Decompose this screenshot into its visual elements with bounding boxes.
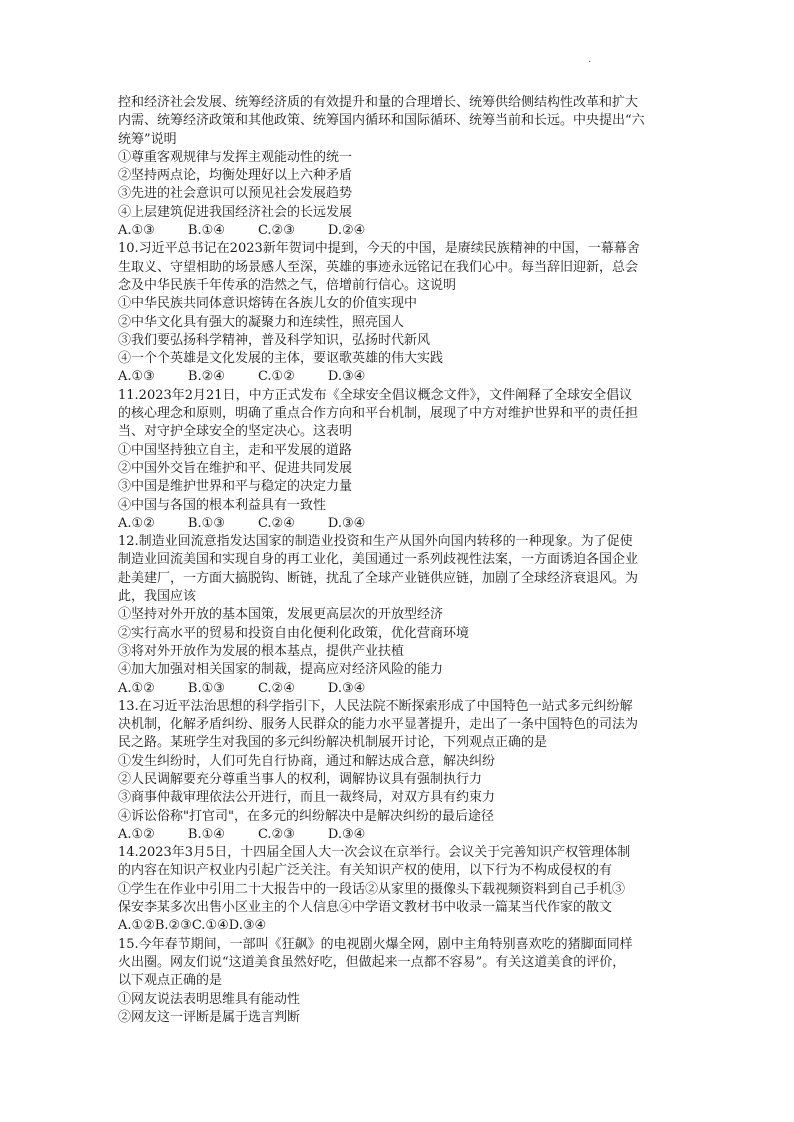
text-line: ①尊重客观规律与发挥主观能动性的统一 [118,149,353,165]
text-line: ④加大加强对相关国家的制裁，提高应对经济风险的能力 [118,662,444,678]
text-line: 10.习近平总书记在2023新年贺词中提到，今天的中国，是赓续民族精神的中国，一幕幕舍 [118,241,640,257]
text-line: 生取义、守望相助的场景感人至深，英雄的事迹永远铭记在我们心中。每当辞旧迎新，总会 [118,259,639,275]
text-line: ③将对外开放作为发展的根本基点，提供产业扶植 [118,643,405,659]
text-line: 以下观点正确的是 [118,973,223,989]
text-line: ④一个个英雄是文化发展的主体，要讴歌英雄的伟大实践 [118,351,444,367]
text-line: ①发生纠纷时，人们可先自行协商，通过和解达成合意，解决纠纷 [118,753,496,769]
text-line: ②实行高水平的贸易和投资自由化便利化政策，优化营商环境 [118,625,470,641]
text-line: 当、对守护全球安全的坚定决心。这表明 [118,424,353,440]
text-line: 念及中华民族千年传承的浩然之气，倍增前行信心。这说明 [118,277,457,293]
text-line: ②人民调解要充分尊重当事人的权利，调解协议具有强制执行力 [118,771,483,787]
text-line: ①中华民族共同体意识熔铸在各族儿女的价值实现中 [118,296,418,312]
text-line: ③中国是维护世界和平与稳定的决定力量 [118,479,353,495]
text-line: A.①②B.②③C.①④D.③④ [118,918,267,934]
text-line: 11.2023年2月21日，中方正式发布《全球安全倡议概念文件》，文件阐释了全球安全倡议 [118,387,633,403]
text-line: 内需、统筹经济政策和其他政策、统筹国内循环和国际循环、统筹当前和长远。中央提出“六 [118,113,645,129]
document-body [118,94,688,1027]
text-line: 火出圈。网友们说“这道美食虽然好吃，但做起来一点都不容易”。有关这道美食的评价， [118,954,626,970]
text-line: 制造业回流美国和实现自身的再工业化，美国通过一系列歧视性法案，一方面诱迫各国企业 [118,552,639,568]
text-line: ①坚持对外开放的基本国策，发展更高层次的开放型经济 [118,607,444,623]
text-line: 统筹”说明 [118,131,177,147]
text-line: 此，我国应该 [118,589,197,605]
text-line: 13.在习近平法治思想的科学指引下，人民法院不断探索形成了中国特色一站式多元纠纷解 [118,698,633,714]
text-line: 赴美建厂，一方面大搞脱钩、断链，扰乱了全球产业链供应链，加剧了全球经济衰退风。为 [118,570,639,586]
text-line: ②中国外交旨在维护和平、促进共同发展 [118,460,353,476]
text-line: 的内容在知识产权业内引起广泛关注。有关知识产权的使用，以下行为不构成侵权的有 [118,863,613,879]
text-line: ④上层建筑促进我国经济社会的长远发展 [118,204,353,220]
page-mark: . [588,54,592,65]
text-line: ④中国与各国的根本利益具有一致性 [118,497,327,513]
text-line: 决机制，化解矛盾纠纷、服务人民群众的能力水平显著提升，走出了一条中国特色的司法为 [118,717,639,733]
text-line: ②坚持两点论，均衡处理好以上六种矛盾 [118,168,353,184]
text-line: ③商事仲裁审理依法公开进行，而且一裁终局，对双方具有约束力 [118,790,496,806]
text-line: A.①② B.①③ C.②④ D.③④ [118,680,366,696]
text-line: 的核心理念和原则，明确了重点合作方向和平台机制，展现了中方对维护世界和平的责任担 [118,406,639,422]
text-line: ③先进的社会意识可以预见社会发展趋势 [118,186,353,202]
text-line: 15.今年春节期间，一部叫《狂飙》的电视剧火爆全网，剧中主角特别喜欢吃的猪脚面同样 [118,936,633,952]
text-line: A.①② B.①④ C.②③ D.③④ [118,826,366,842]
text-line: 12.制造业回流意指发达国家的制造业投资和生产从国外向国内转移的一种现象。为了促使 [118,534,633,550]
text-line: ③我们要弘扬科学精神，普及科学知识，弘扬时代新风 [118,332,431,348]
text-line: A.①③ B.①④ C.②③ D.②④ [118,223,366,239]
text-line: ①中国坚持独立自主，走和平发展的道路 [118,442,353,458]
text-line: 民之路。某班学生对我国的多元纠纷解决机制展开讨论，下列观点正确的是 [118,735,548,751]
text-line: A.①③ B.②④ C.①② D.③④ [118,369,366,385]
text-line: ②中华文化具有强大的凝聚力和连续性，照亮国人 [118,314,405,330]
text-line: 控和经济社会发展、统筹经济质的有效提升和量的合理增长、统筹供给侧结构性改革和扩大 [118,95,639,110]
text-line: ④诉讼俗称"打官司"，在多元的纠纷解决中是解决纠纷的最后途径 [118,808,494,824]
text-line: 保安李某多次出售小区业主的个人信息④中学语文教材书中收录一篇某当代作家的散文 [118,900,613,916]
text-line: ②网友这一评断是属于选言判断 [118,1009,301,1025]
text-line: A.①② B.①③ C.②④ D.③④ [118,515,366,531]
text-line: 14.2023年3月5日，十四届全国人大一次会议在京举行。会议关于完善知识产权管理体制 [118,845,631,861]
text-line: ①学生在作业中引用二十大报告中的一段话②从家里的摄像头下载视频资料到自己手机③ [118,881,626,897]
text-line: ①网友说法表明思维具有能动性 [118,991,301,1007]
